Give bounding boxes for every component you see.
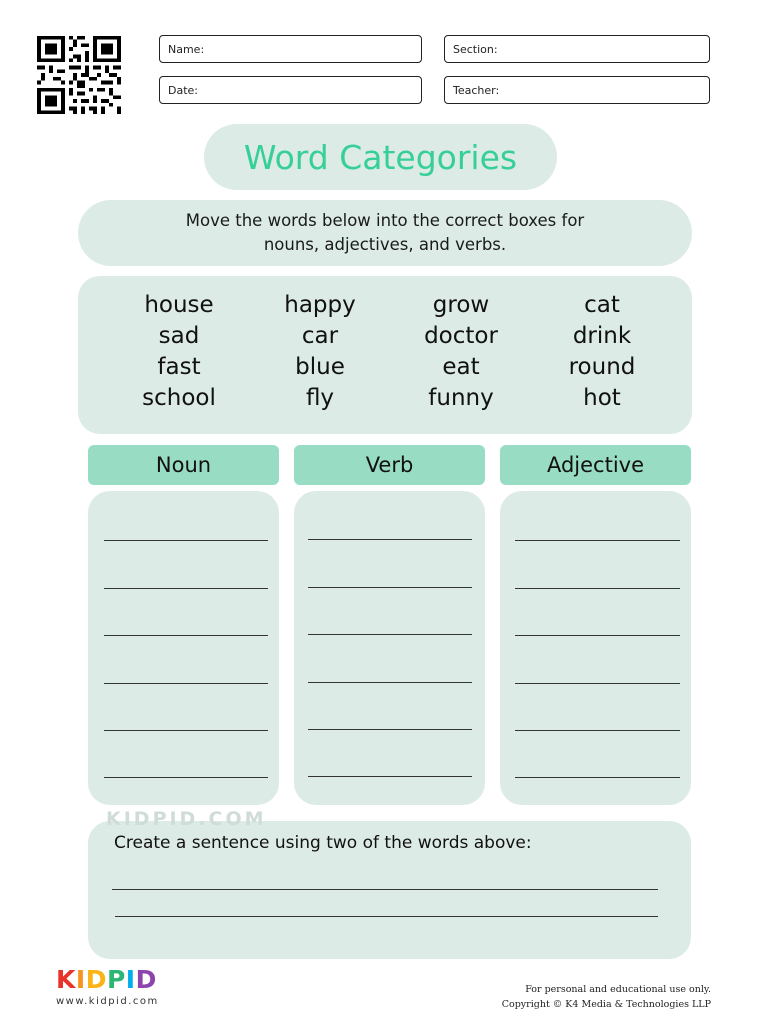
adjective-answer-box bbox=[500, 491, 691, 805]
answer-line[interactable] bbox=[515, 635, 680, 636]
word-bank-word[interactable]: fly bbox=[305, 385, 335, 411]
adjective-header-label: Adjective bbox=[546, 453, 645, 477]
word-bank-word[interactable]: funny bbox=[428, 385, 494, 411]
qr-code bbox=[37, 36, 121, 114]
answer-line[interactable] bbox=[308, 539, 472, 540]
date-label: Date: bbox=[168, 84, 198, 97]
word-bank-word[interactable]: eat bbox=[442, 354, 480, 380]
word-bank-word[interactable]: happy bbox=[284, 292, 356, 318]
answer-line[interactable] bbox=[515, 588, 680, 589]
logo-letter: P bbox=[106, 965, 126, 994]
word-bank-word[interactable]: fast bbox=[157, 354, 201, 380]
answer-line[interactable] bbox=[308, 682, 472, 683]
answer-line[interactable] bbox=[104, 777, 268, 778]
answer-line[interactable] bbox=[515, 683, 680, 684]
answer-line[interactable] bbox=[104, 683, 268, 684]
noun-header-label: Noun bbox=[155, 453, 212, 477]
answer-line[interactable] bbox=[308, 729, 472, 730]
answer-line[interactable] bbox=[104, 588, 268, 589]
page-title: Word Categories bbox=[243, 137, 518, 177]
logo-letter: I bbox=[125, 965, 136, 994]
instructions-line-2: nouns, adjectives, and verbs. bbox=[263, 235, 507, 254]
sentence-prompt: Create a sentence using two of the words above: bbox=[114, 833, 532, 853]
title-banner bbox=[204, 124, 557, 190]
copyright-footer bbox=[502, 982, 711, 1012]
word-bank-word[interactable]: round bbox=[568, 354, 636, 380]
word-bank-word[interactable]: doctor bbox=[424, 323, 498, 349]
logo-letter: I bbox=[75, 965, 86, 994]
answer-line[interactable] bbox=[515, 540, 680, 541]
word-bank-word[interactable]: sad bbox=[158, 323, 200, 349]
logo-wordmark bbox=[56, 966, 159, 994]
instructions-banner bbox=[78, 200, 692, 266]
sentence-line[interactable] bbox=[112, 889, 658, 890]
word-bank bbox=[78, 276, 692, 434]
answer-line[interactable] bbox=[104, 635, 268, 636]
sentence-line[interactable] bbox=[115, 916, 658, 917]
answer-line[interactable] bbox=[308, 634, 472, 635]
date-field[interactable] bbox=[159, 76, 422, 104]
adjective-header bbox=[500, 445, 691, 485]
answer-line[interactable] bbox=[308, 776, 472, 777]
answer-line[interactable] bbox=[308, 587, 472, 588]
kidpid-logo[interactable] bbox=[56, 966, 159, 1007]
logo-letter: D bbox=[135, 965, 157, 994]
answer-line[interactable] bbox=[104, 730, 268, 731]
verb-answer-box bbox=[294, 491, 485, 805]
word-bank-word[interactable]: hot bbox=[583, 385, 621, 411]
footer-line-2: Copyright © K4 Media & Technologies LLP bbox=[501, 999, 711, 1010]
word-bank-word[interactable]: school bbox=[142, 385, 216, 411]
word-bank-word[interactable]: car bbox=[301, 323, 339, 349]
word-bank-word[interactable]: drink bbox=[572, 323, 632, 349]
section-label: Section: bbox=[453, 43, 498, 56]
footer-line-1: For personal and educational use only. bbox=[525, 984, 711, 995]
teacher-field[interactable] bbox=[444, 76, 710, 104]
noun-answer-box bbox=[88, 491, 279, 805]
logo-url: www.kidpid.com bbox=[56, 996, 159, 1007]
word-bank-word[interactable]: house bbox=[144, 292, 214, 318]
instructions-line-1: Move the words below into the correct boxes for bbox=[185, 211, 585, 230]
logo-letter: D bbox=[85, 965, 107, 994]
teacher-label: Teacher: bbox=[453, 84, 500, 97]
noun-header bbox=[88, 445, 279, 485]
word-bank-word[interactable]: grow bbox=[432, 292, 490, 318]
verb-header bbox=[294, 445, 485, 485]
answer-line[interactable] bbox=[515, 730, 680, 731]
answer-line[interactable] bbox=[104, 540, 268, 541]
section-field[interactable] bbox=[444, 35, 710, 63]
word-bank-word[interactable]: blue bbox=[295, 354, 345, 380]
answer-line[interactable] bbox=[515, 777, 680, 778]
name-label: Name: bbox=[168, 43, 205, 56]
logo-letter: K bbox=[56, 965, 76, 994]
verb-header-label: Verb bbox=[365, 453, 414, 477]
word-bank-word[interactable]: cat bbox=[584, 292, 620, 318]
watermark: KIDPID.COM bbox=[106, 808, 267, 830]
name-field[interactable] bbox=[159, 35, 422, 63]
